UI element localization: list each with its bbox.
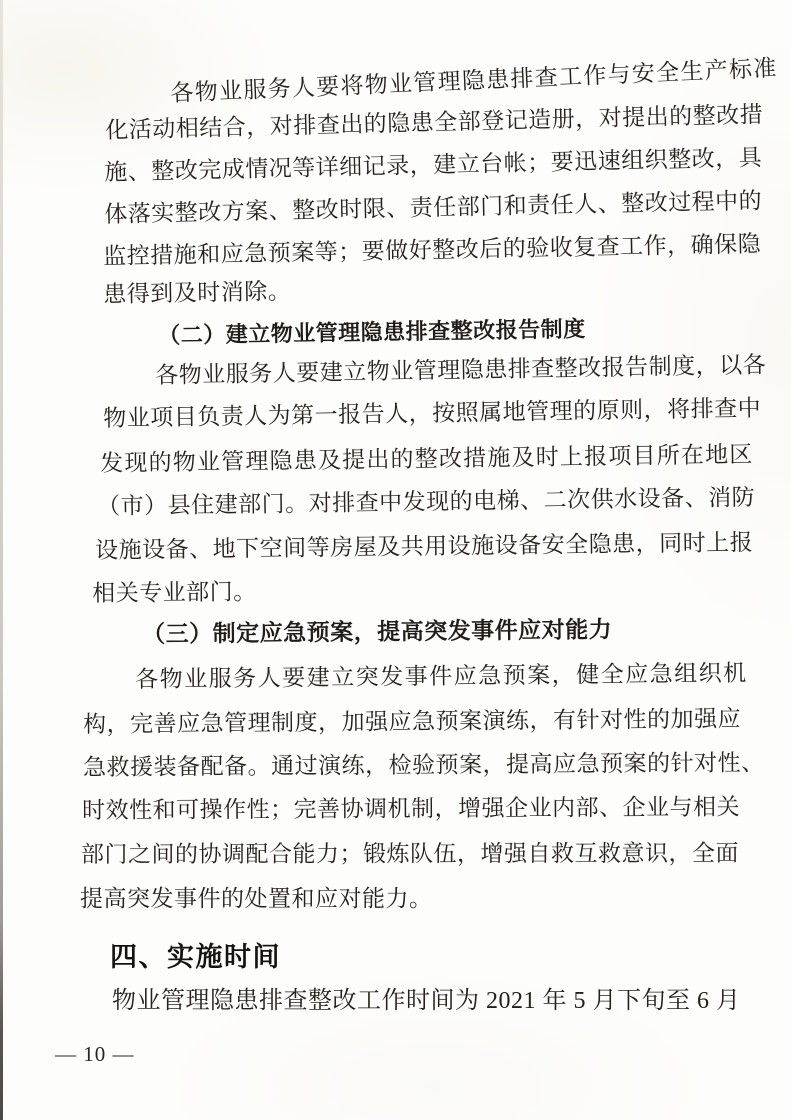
- section-heading-implementation-time: 四、实施时间: [110, 942, 281, 972]
- paragraph-line: 施、整改完成情况等详细记录，建立台帐；要迅速组织整改，具: [104, 145, 763, 185]
- paragraph-line: 物业项目负责人为第一报告人，按照属地管理的原则，将排查中: [103, 395, 762, 431]
- paragraph-line: 急救援装备配备。通过演练，检验预案，提高应急预案的针对性、: [83, 750, 765, 780]
- section-heading-iii: （三）制定应急预案，提高突发事件应对能力: [142, 617, 613, 647]
- paragraph-line: 各物业服务人要建立突发事件应急预案，健全应急组织机: [135, 660, 748, 692]
- paragraph-line: 部门之间的协调配合能力；锻炼队伍，增强自救互救意识，全面: [81, 840, 740, 867]
- scan-edge-artifact: [0, 0, 3, 1120]
- paragraph-line: 体落实整改方案、整改时限、责任部门和责任人、整改过程中的: [104, 188, 763, 227]
- paragraph-line: 相关专业部门。: [92, 579, 257, 606]
- paragraph-line: 发现的物业管理隐患及提出的整改措施及时上报项目所在地区: [100, 441, 754, 476]
- section-heading-ii: （二）建立物业管理隐患排查整改报告制度: [158, 316, 586, 348]
- paragraph-line: 各物业服务人要建立物业管理隐患排查整改报告制度，以各: [155, 352, 767, 388]
- paragraph-line: 患得到及时消除。: [103, 278, 292, 307]
- paragraph-line: （市）县住建部门。对排查中发现的电梯、二次供水设备、消防: [97, 484, 756, 519]
- paragraph-line: 监控措施和应急预案等；要做好整改后的验收复查工作，确保隐: [103, 231, 762, 269]
- page-number: — 10 —: [55, 1042, 135, 1066]
- paragraph-line: 各物业服务人要将物业管理隐患排查工作与安全生产标准: [170, 55, 779, 106]
- paragraph-line: 化活动相结合，对排查出的隐患全部登记造册，对提出的整改措: [105, 101, 764, 143]
- paragraph-line: 物业管理隐患排查整改工作时间为 2021 年 5 月下旬至 6 月: [112, 988, 741, 1014]
- paragraph-line: 构，完善应急管理制度，加强应急预案演练，有针对性的加强应: [83, 706, 742, 737]
- paragraph-line: 设施设备、地下空间等房屋及共用设施设备安全隐患，同时上报: [95, 529, 754, 563]
- paragraph-line: 时效性和可操作性；完善协调机制，增强企业内部、企业与相关: [82, 794, 741, 823]
- paragraph-line: 提高突发事件的处置和应对能力。: [80, 886, 433, 911]
